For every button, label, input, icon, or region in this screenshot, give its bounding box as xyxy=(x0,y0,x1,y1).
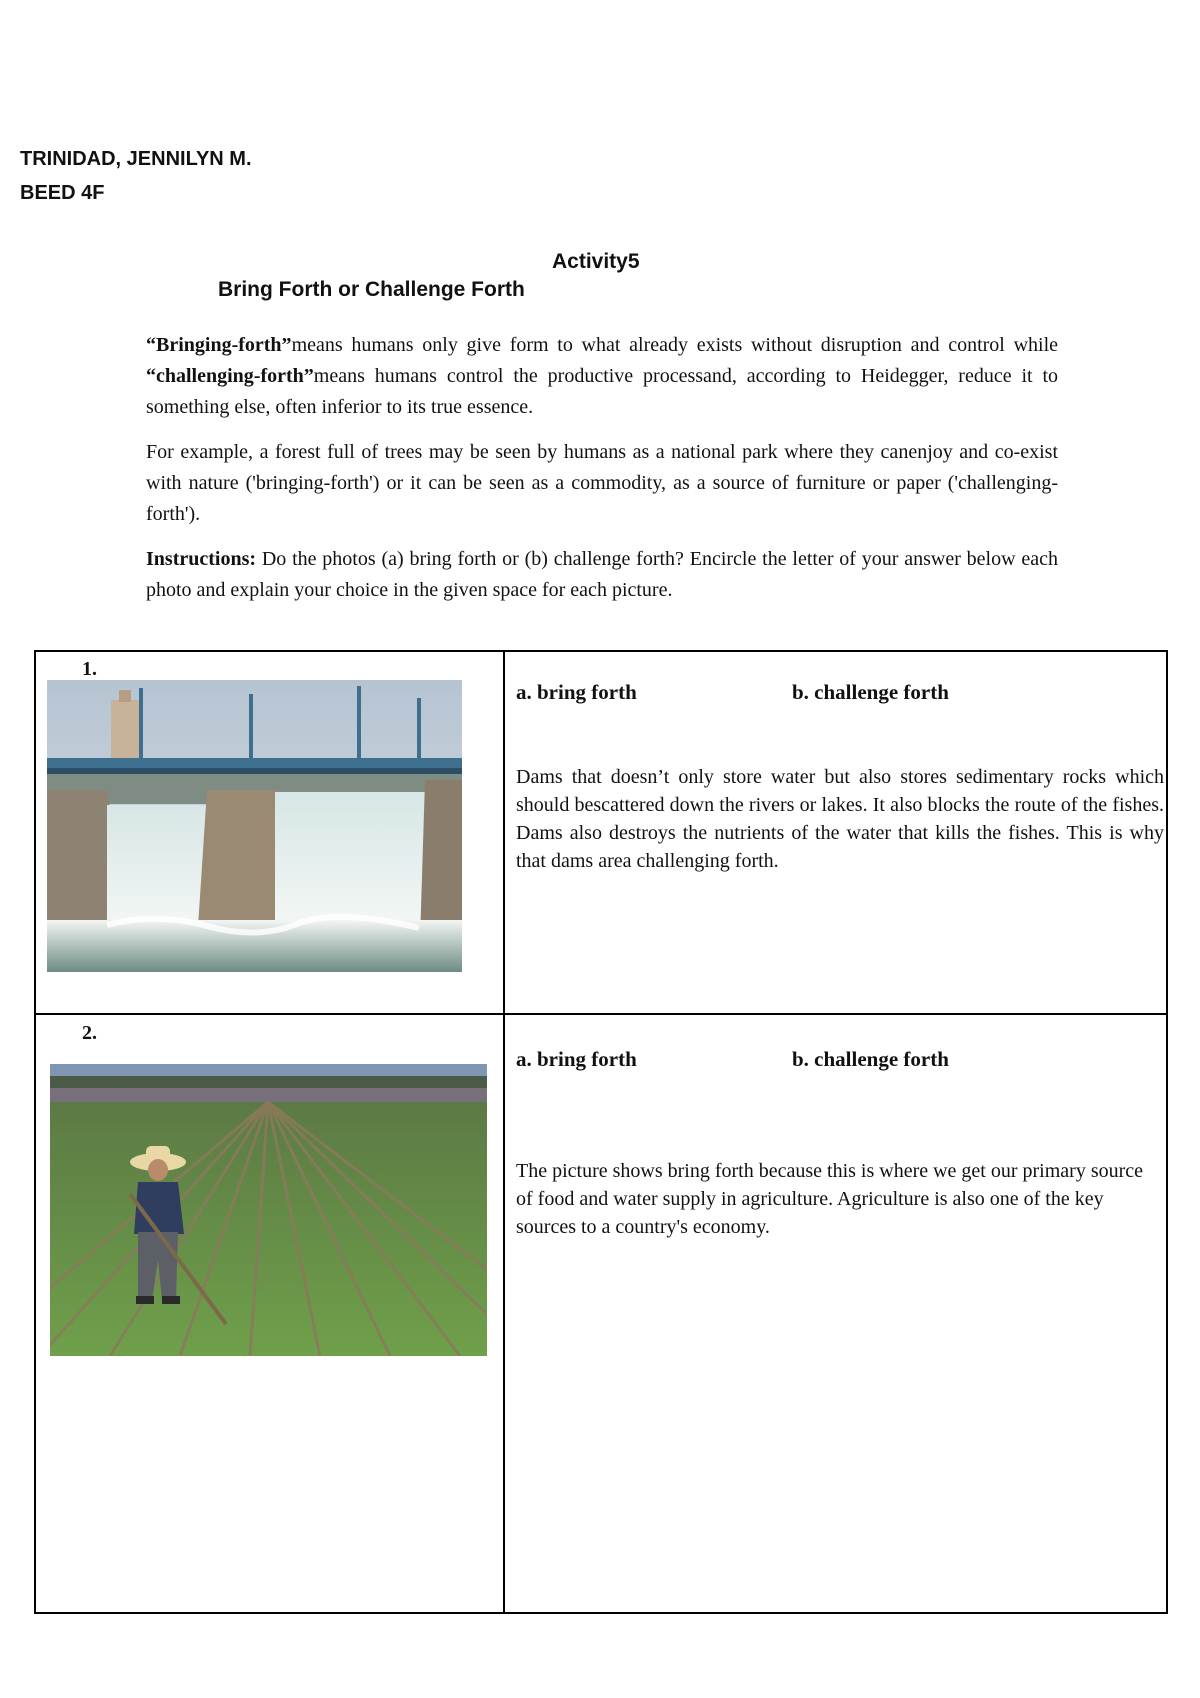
table-row-divider xyxy=(36,1013,1166,1015)
item-number: 2. xyxy=(82,1022,97,1044)
activity-table xyxy=(34,650,1168,1614)
instructions-text: Do the photos (a) bring forth or (b) challenge forth? Encircle the letter of your answer below each photo and explain your choice in the given space for each picture. xyxy=(146,548,1058,601)
option-a[interactable]: a. bring forth xyxy=(516,680,637,704)
instructions-paragraph xyxy=(146,544,1058,606)
option-a[interactable]: a. bring forth xyxy=(516,1047,637,1071)
term-challenging-forth: “challenging-forth” xyxy=(146,365,314,387)
dam-photo-icon xyxy=(47,680,462,972)
option-b[interactable]: b. challenge forth xyxy=(792,1047,949,1071)
intro-paragraph-definitions xyxy=(146,330,1058,423)
option-b[interactable]: b. challenge forth xyxy=(792,680,949,704)
student-section: BEED 4F xyxy=(20,182,105,204)
intro-paragraph-example: For example, a forest full of trees may be seen by humans as a national park where they canenjoy and co-exist with nature ('bringing-forth') or it can be seen as a commodity, as a source of furniture or paper ('challenging-forth'). xyxy=(146,441,1058,525)
answer-text: Dams that doesn’t only store water but also stores sedimentary rocks which should bescattered down the rivers or lakes. It also blocks the route of the fishes. Dams also destroys the nutrients of the water that kills the fishes. This is why that dams area challenging forth. xyxy=(516,766,1164,872)
activity-label: Activity5 xyxy=(552,250,640,273)
answer-text: The picture shows bring forth because this is where we get our primary source of food and water supply in agriculture. Agriculture is also one of the key sources to a country's economy. xyxy=(516,1160,1144,1238)
definition-text-2: means humans control the productive processand, according to Heidegger, reduce it to something else, often inferior to its true essence. xyxy=(146,365,1058,418)
definition-text-1: means humans only give form to what already exists without disruption and control while xyxy=(291,334,1058,356)
table-column-divider xyxy=(503,652,505,1612)
student-name: TRINIDAD, JENNILYN M. xyxy=(20,148,252,170)
item-number: 1. xyxy=(82,658,97,680)
activity-title: Bring Forth or Challenge Forth xyxy=(218,278,525,301)
farmer-field-photo-icon xyxy=(50,1064,487,1356)
term-bringing-forth: “Bringing-forth” xyxy=(146,334,292,356)
instructions-label: Instructions: xyxy=(146,548,257,570)
